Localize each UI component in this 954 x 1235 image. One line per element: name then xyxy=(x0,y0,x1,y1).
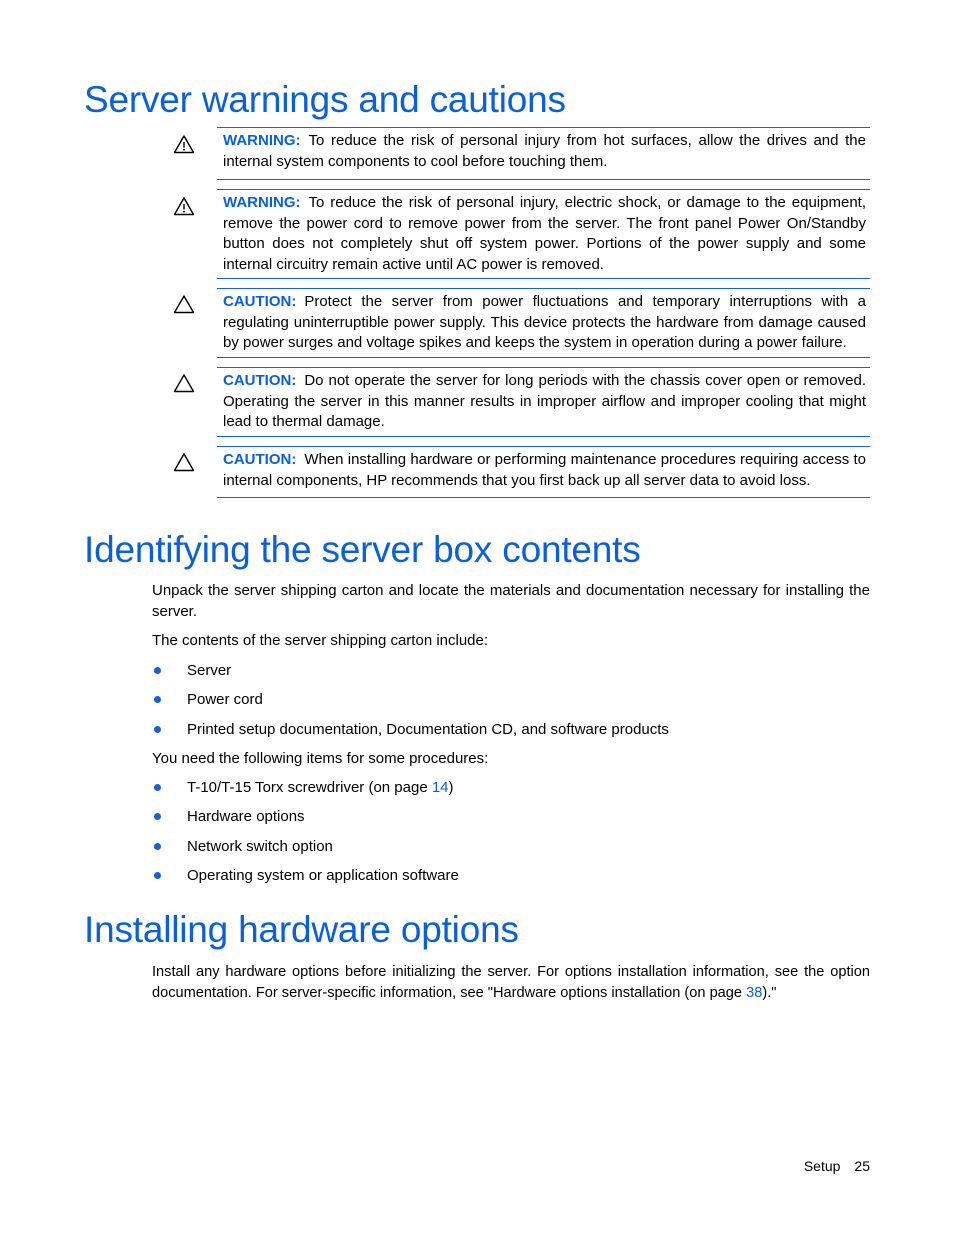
box-contents-intro: Unpack the server shipping carton and locate the materials and documentation necessary for installing the server. xyxy=(152,582,870,620)
caution-notice xyxy=(217,288,870,358)
warning-notice xyxy=(217,127,870,180)
notice-label: WARNING: xyxy=(223,194,301,211)
needed-intro: You need the following items for some procedures: xyxy=(152,750,489,767)
page-number: 25 xyxy=(854,1158,870,1174)
warning-notice xyxy=(217,189,870,279)
notice-text: To reduce the risk of personal injury, electric shock, or damage to the equipment, remove the power cord to remove power from the server. The front panel Power On/Standby button does not completely shut off system power. Portions of the power supply and some internal circuitry remain active until AC power is removed. xyxy=(223,194,866,273)
section-title-box-contents: Identifying the server box contents xyxy=(84,529,641,570)
page-footer xyxy=(804,1158,870,1174)
bullet-icon xyxy=(154,726,161,733)
section-title-warnings: Server warnings and cautions xyxy=(84,79,566,120)
bullet-icon xyxy=(154,813,161,820)
bullet-icon xyxy=(154,667,161,674)
caution-notice xyxy=(217,446,870,498)
warning-triangle-icon xyxy=(173,134,195,154)
notice-text: Do not operate the server for long periods with the chassis cover open or removed. Operating the server in this manner results in improper airflow and improper cooling that might lead to thermal damage. xyxy=(223,372,866,431)
contents-intro: The contents of the server shipping carton include: xyxy=(152,632,489,649)
warning-triangle-icon xyxy=(173,196,195,216)
notice-label: WARNING: xyxy=(223,132,301,149)
notice-label: CAUTION: xyxy=(223,451,297,468)
notice-label: CAUTION: xyxy=(223,372,297,389)
notice-text: When installing hardware or performing maintenance procedures requiring access to internal components, HP recommends that you first back up all server data to avoid loss. xyxy=(223,451,866,489)
bullet-icon xyxy=(154,872,161,879)
footer-section: Setup xyxy=(803,1158,841,1174)
section-title-hardware-options: Installing hardware options xyxy=(84,909,519,950)
notice-text: To reduce the risk of personal injury from hot surfaces, allow the drives and the internal system components to cool before touching them. xyxy=(223,132,866,170)
caution-triangle-icon xyxy=(173,373,195,393)
bullet-icon xyxy=(154,784,161,791)
hardware-options-text: Install any hardware options before initializing the server. For options installation information, see the option documentation. For server-specific information, see "Hardware options installation (on page 38)." xyxy=(152,964,870,1001)
caution-triangle-icon xyxy=(173,294,195,314)
caution-triangle-icon xyxy=(173,452,195,472)
page-link-38[interactable]: 38 xyxy=(746,984,763,1001)
caution-notice xyxy=(217,367,870,437)
notice-label: CAUTION: xyxy=(223,293,297,310)
page-link-14[interactable]: 14 xyxy=(431,779,449,796)
bullet-icon xyxy=(154,696,161,703)
notice-text: Protect the server from power fluctuations and temporary interruptions with a regulating uninterruptible power supply. This device protects the hardware from damage caused by power surges and voltage spikes and keeps the system in operation during a power failure. xyxy=(223,293,866,352)
bullet-icon xyxy=(154,843,161,850)
